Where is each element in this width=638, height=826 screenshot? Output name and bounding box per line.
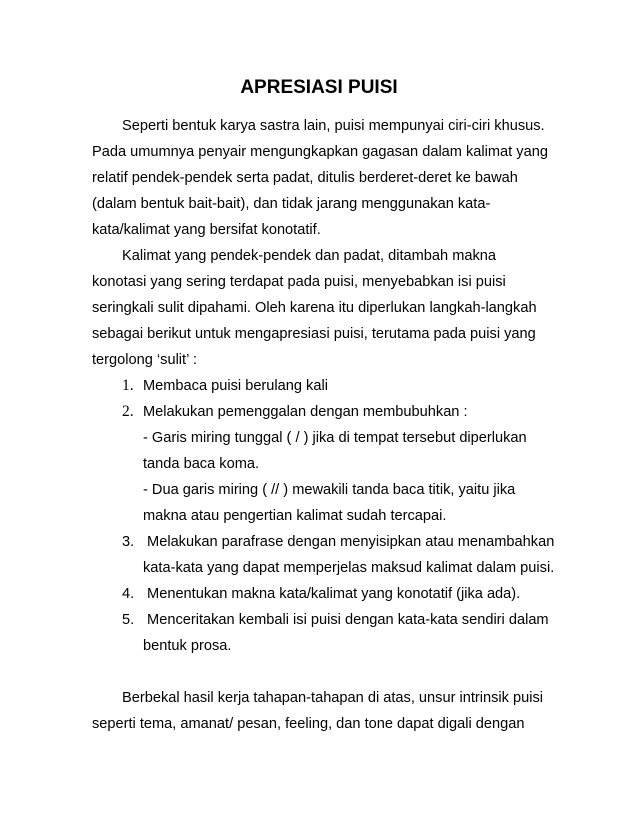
step-2-line-3: tanda baca koma.	[143, 456, 260, 472]
step-4-number: 4.	[122, 586, 135, 602]
paragraph-1-line-4: (dalam bentuk bait-bait), dan tidak jarang menggunakan kata-	[92, 196, 491, 212]
step-1-line-1: Membaca puisi berulang kali	[143, 378, 328, 394]
paragraph-2-line-3: seringkali sulit dipahami. Oleh karena itu diperlukan langkah-langkah	[92, 300, 537, 316]
paragraph-1-line-1: Seperti bentuk karya sastra lain, puisi mempunyai ciri-ciri khusus.	[122, 118, 545, 134]
paragraph-2-line-2: konotasi yang sering terdapat pada puisi, menyebabkan isi puisi	[92, 274, 506, 290]
paragraph-3-line-2: seperti tema, amanat/ pesan, feeling, dan tone dapat digali dengan	[92, 716, 525, 732]
paragraph-3-line-1: Berbekal hasil kerja tahapan-tahapan di atas, unsur intrinsik puisi	[122, 690, 544, 706]
document-title: APRESIASI PUISI	[240, 77, 398, 98]
step-5-line-1: Menceritakan kembali isi puisi dengan kata-kata sendiri dalam	[143, 612, 549, 628]
step-4-line-1: Menentukan makna kata/kalimat yang konotatif (jika ada).	[143, 586, 521, 602]
step-2-line-1: Melakukan pemenggalan dengan membubuhkan :	[143, 404, 468, 420]
step-2-line-5: makna atau pengertian kalimat sudah tercapai.	[143, 508, 447, 524]
step-2-number: 2.	[122, 403, 134, 420]
step-2-line-4: - Dua garis miring ( // ) mewakili tanda baca titik, yaitu jika	[143, 482, 516, 498]
paragraph-1-line-3: relatif pendek-pendek serta padat, ditulis berderet-deret ke bawah	[92, 170, 518, 186]
step-3-line-1: Melakukan parafrase dengan menyisipkan atau menambahkan	[143, 534, 555, 550]
step-1-number: 1.	[122, 377, 134, 394]
step-3-number: 3.	[122, 534, 135, 550]
paragraph-1-line-5: kata/kalimat yang bersifat konotatif.	[92, 222, 321, 238]
paragraph-2-line-1: Kalimat yang pendek-pendek dan padat, ditambah makna	[122, 248, 497, 264]
paragraph-2-line-4: sebagai berikut untuk mengapresiasi puisi, terutama pada puisi yang	[92, 326, 536, 342]
paragraph-1-line-2: Pada umumnya penyair mengungkapkan gagasan dalam kalimat yang	[92, 144, 548, 160]
step-3-line-2: kata-kata yang dapat memperjelas maksud kalimat dalam puisi.	[143, 560, 555, 576]
step-2-line-2: - Garis miring tunggal ( / ) jika di tempat tersebut diperlukan	[143, 430, 527, 446]
step-5-line-2: bentuk prosa.	[143, 638, 232, 654]
step-5-number: 5.	[122, 612, 135, 628]
paragraph-2-line-5: tergolong ‘sulit’ :	[92, 352, 197, 368]
